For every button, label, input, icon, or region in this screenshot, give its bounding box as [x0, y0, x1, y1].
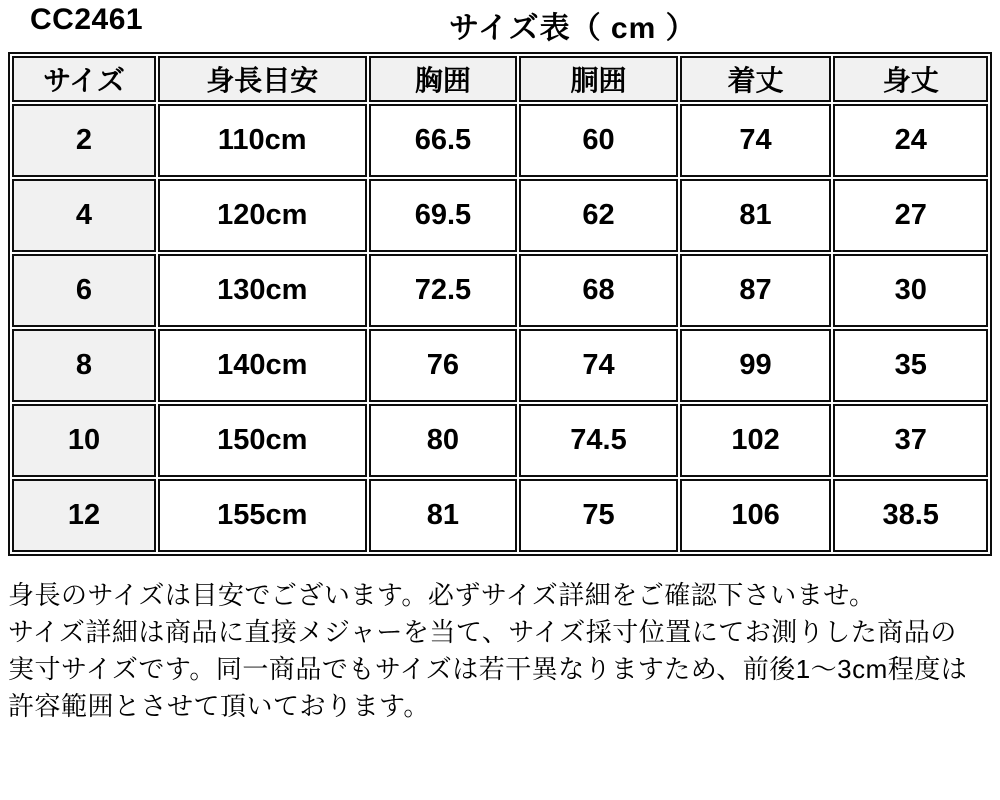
table-row: [12, 179, 988, 252]
col-header-chest: 胸囲: [369, 56, 518, 102]
size-table: [8, 52, 992, 556]
cell-body-length: 35: [833, 329, 988, 402]
cell-length: 87: [680, 254, 832, 327]
col-header-size: サイズ: [12, 56, 156, 102]
note-line: 身長のサイズは目安でございます。必ずサイズ詳細をご確認下さいませ。: [8, 580, 876, 610]
cell-body-length: 24: [833, 104, 988, 177]
col-header-waist: 胴囲: [519, 56, 677, 102]
cell-body-length: 27: [833, 179, 988, 252]
table-row: [12, 404, 988, 477]
cell-height: 140cm: [158, 329, 367, 402]
cell-chest: 81: [369, 479, 518, 552]
table-row: [12, 104, 988, 177]
cell-body-length: 38.5: [833, 479, 988, 552]
table-header-row: [12, 56, 988, 102]
cell-height: 150cm: [158, 404, 367, 477]
col-header-length: 着丈: [680, 56, 832, 102]
col-header-height: 身長目安: [158, 56, 367, 102]
cell-length: 74: [680, 104, 832, 177]
table-row: [12, 254, 988, 327]
cell-waist: 60: [519, 104, 677, 177]
product-code: CC2461: [30, 3, 144, 36]
cell-body-length: 37: [833, 404, 988, 477]
size-notes: [8, 577, 993, 725]
cell-size: 6: [12, 254, 156, 327]
cell-waist: 62: [519, 179, 677, 252]
cell-chest: 69.5: [369, 179, 518, 252]
table-row: [12, 329, 988, 402]
table-row: [12, 479, 988, 552]
cell-size: 8: [12, 329, 156, 402]
cell-length: 99: [680, 329, 832, 402]
cell-size: 2: [12, 104, 156, 177]
cell-body-length: 30: [833, 254, 988, 327]
cell-height: 130cm: [158, 254, 367, 327]
cell-waist: 74.5: [519, 404, 677, 477]
cell-waist: 68: [519, 254, 677, 327]
cell-size: 4: [12, 179, 156, 252]
cell-chest: 66.5: [369, 104, 518, 177]
cell-length: 102: [680, 404, 832, 477]
note-line: 実寸サイズです。同一商品でもサイズは若干異なりますため、前後1〜3cm程度は: [8, 654, 968, 684]
col-header-body-length: 身丈: [833, 56, 988, 102]
cell-chest: 72.5: [369, 254, 518, 327]
cell-waist: 74: [519, 329, 677, 402]
note-line: サイズ詳細は商品に直接メジャーを当て、サイズ採寸位置にてお測りした商品の: [8, 617, 957, 647]
cell-chest: 76: [369, 329, 518, 402]
cell-chest: 80: [369, 404, 518, 477]
cell-size: 10: [12, 404, 156, 477]
cell-height: 155cm: [158, 479, 367, 552]
note-line: 許容範囲とさせて頂いております。: [8, 691, 430, 721]
cell-height: 110cm: [158, 104, 367, 177]
cell-length: 106: [680, 479, 832, 552]
cell-size: 12: [12, 479, 156, 552]
cell-length: 81: [680, 179, 832, 252]
cell-height: 120cm: [158, 179, 367, 252]
page-title: サイズ表（ cm ）: [449, 12, 697, 45]
cell-waist: 75: [519, 479, 677, 552]
